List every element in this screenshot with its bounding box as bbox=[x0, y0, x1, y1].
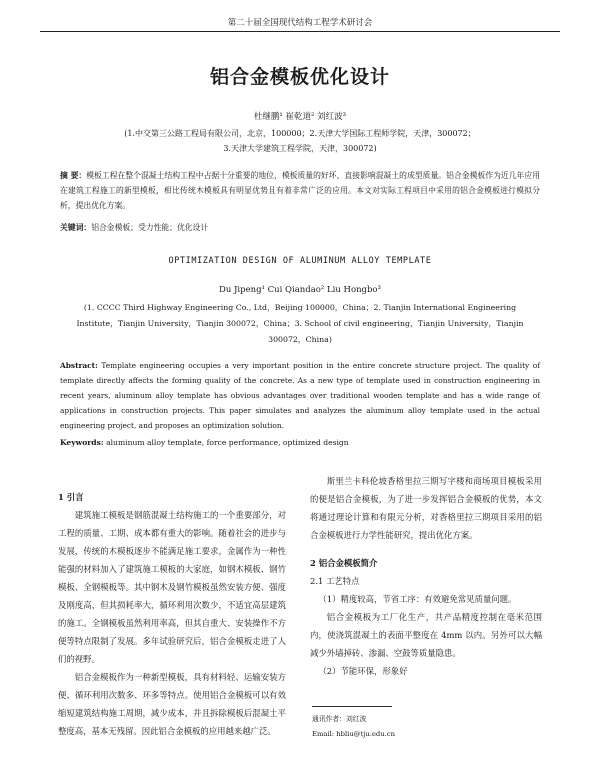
abstract-cn bbox=[60, 168, 540, 213]
body-column-left bbox=[58, 486, 286, 740]
abstract-en-label: Abstract: bbox=[60, 361, 98, 370]
keywords-en bbox=[60, 438, 540, 447]
affiliations-en bbox=[60, 300, 540, 348]
authors-cn: 杜继鹏¹ 崔乾道² 刘红波³ bbox=[253, 112, 347, 122]
abstract-cn-label: 摘 要： bbox=[60, 171, 87, 180]
authors-en: Du Jipeng¹ Cui Qiandao² Liu Hongbo³ bbox=[219, 285, 381, 295]
body-column-right bbox=[310, 472, 542, 680]
list-item: （2）节能环保，形象好 bbox=[318, 666, 408, 676]
affiliation-line: 3.天津大学建筑工程学院，天津，300072) bbox=[223, 144, 377, 153]
journal-header: 第二十届全国现代结构工程学术研讨会 bbox=[227, 18, 373, 28]
affiliations-cn bbox=[60, 126, 540, 156]
keywords-cn-label: 关键词： bbox=[60, 223, 92, 232]
body-paragraph: 铝合金模板作为一种新型模板，具有材料轻、运输安装方便、循环利用次数多、环多等特点。使用铝合金模板可以有效缩短建筑结构施工周期，减少成本，并且拆除模板后混凝土平整度高，基本无残留。因此铝合金模板的应用越来越广泛。 bbox=[58, 672, 286, 736]
affiliation-line: (1. CCCC Third Highway Engineering Co., Ltd，Beijing 100000，China；2. Tianjin International Engineering bbox=[83, 303, 517, 312]
keywords-en-label: Keywords: bbox=[60, 438, 104, 447]
affiliation-line: (1.中交第三公路工程局有限公司，北京，100000；2.天津大学国际工程师学院，天津，300072； bbox=[124, 129, 476, 138]
body-paragraph: 斯里兰卡科伦坡香格里拉三期写字楼和商场项目模板采用的便是铝合金模板，为了进一步发挥铝合金模板的优势，本文将通过理论计算和有限元分析，对香格里拉三期项目采用的铝合金模板进行力学性能研究，提出优化方案。 bbox=[310, 476, 542, 540]
affiliation-line: Institute，Tianjin University，Tianjin 300072，China；3. School of civil engineering，Tianjin University，Tianjin bbox=[76, 319, 524, 328]
footnote-divider bbox=[312, 706, 392, 707]
keywords-en-text: aluminum alloy template, force performance, optimized design bbox=[106, 438, 349, 447]
abstract-en-text: Template engineering occupies a very important position in the entire concrete structure project. The quality of template directly affects the forming quality of the concrete. As a new type of template used in construction engineering in recent years, aluminum alloy template has obvious advantages over traditional wooden template and has a wide range of applications in construction projects. This paper simulates and analyzes the aluminum alloy template used in the actual engineering project, and proposes an optimization solution. bbox=[60, 361, 540, 430]
body-paragraph: 建筑施工模板是钢筋混凝土结构施工的一个重要部分，对工程的质量、工期、成本都有重大的影响。随着社会的进步与发展，传统的木模板逐步不能满足施工要求，金属作为一种性能强的材料加入了建筑施工模板的大家庭，如钢木模板、钢竹模板、全钢模板等。其中钢木及钢竹模板虽然安装方便、强度及刚度高，但其损耗率大，循环利用次数少，不适宜高层建筑的施工。全钢模板虽然利用率高，但其自重大、安装操作不方便等特点限制了发展。多年试验研究后，铝合金模板走进了人们的视野。 bbox=[58, 510, 286, 664]
paper-title: 铝合金模板优化设计 bbox=[209, 66, 390, 88]
section-heading: 2 铝合金模板简介 bbox=[310, 558, 378, 568]
section-heading: 1 引言 bbox=[58, 492, 84, 502]
footnote-author: 通讯作者：刘红波 bbox=[312, 715, 367, 723]
body-paragraph: 铝合金模板为工厂化生产，共产品精度控制在毫米范围内，使浇筑混凝土的表面平整度在 4mm 以内。另外可以大幅减少外墙掉砖、渗漏、空鼓等质量隐患。 bbox=[310, 612, 542, 658]
header-divider bbox=[40, 31, 560, 32]
affiliation-line: 300072，China) bbox=[268, 335, 332, 344]
footnote bbox=[312, 712, 542, 742]
subsection-heading: 2.1 工艺特点 bbox=[310, 576, 360, 586]
paper-title-en: OPTIMIZATION DESIGN OF ALUMINUM ALLOY TEMPLATE bbox=[168, 256, 432, 266]
keywords-cn-text: 铝合金模板；受力性能；优化设计 bbox=[91, 223, 209, 232]
keywords-cn bbox=[60, 222, 540, 233]
list-item: （1）精度较高，节省工序：有效避免常见质量问题。 bbox=[318, 594, 517, 604]
abstract-cn-text: 模板工程在整个混凝土结构工程中占据十分重要的地位，模板质量的好坏，直接影响混凝土的成型质量。铝合金模板作为近几年应用在建筑工程施工的新型模板，相比传统木模板具有明显优势且有着非常广泛的应用。本文对实际工程项目中采用的铝合金模板进行模拟分析，提出优化方案。 bbox=[60, 171, 540, 210]
footnote-email: Email: hbliu@tju.edu.cn bbox=[312, 730, 395, 738]
abstract-en bbox=[60, 358, 540, 433]
